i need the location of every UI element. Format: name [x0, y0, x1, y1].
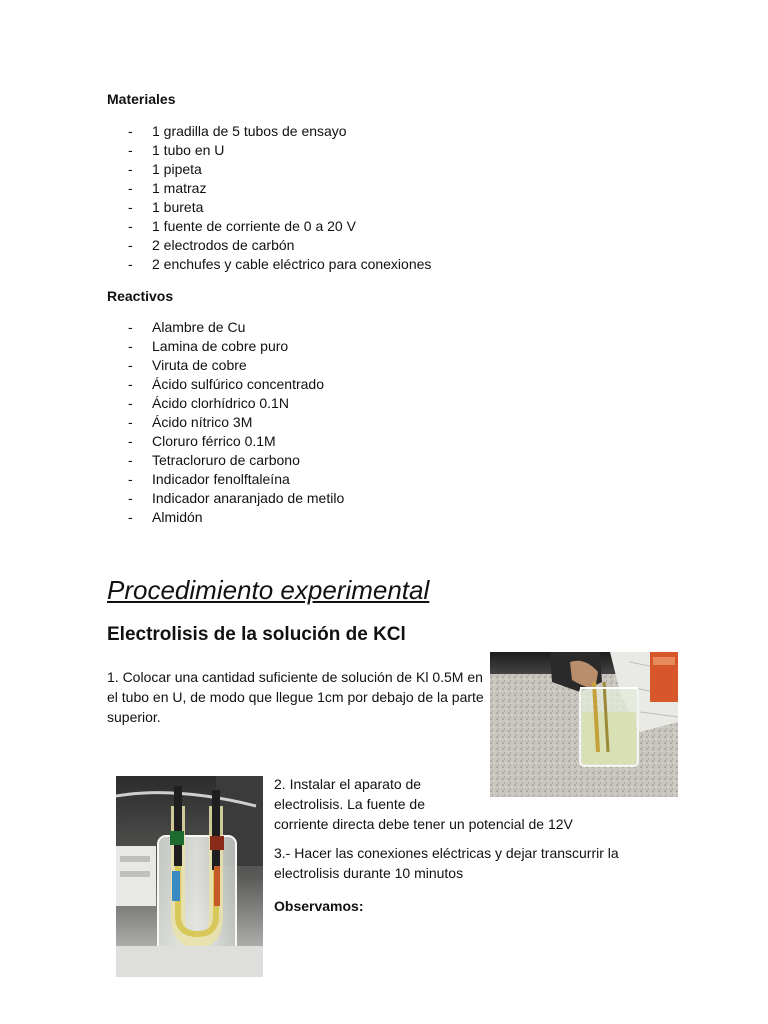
step-1-text [107, 667, 487, 727]
list-item: - 1 gradilla de 5 tubos de ensayo [128, 122, 431, 141]
list-item: - Cloruro férrico 0.1M [128, 432, 344, 451]
materiales-list [128, 122, 431, 274]
list-item: - Alambre de Cu [128, 318, 344, 337]
reactivos-heading: Reactivos [107, 288, 174, 304]
reactivos-list [128, 318, 344, 527]
list-item: - Almidón [128, 508, 344, 527]
list-item: - 2 electrodos de carbón [128, 236, 431, 255]
text-line: electrolisis durante 10 minutos [274, 865, 464, 881]
step-3-text [274, 843, 654, 883]
list-item: - Viruta de cobre [128, 356, 344, 375]
list-item: - Ácido sulfúrico concentrado [128, 375, 344, 394]
u-tube-photo-image [116, 776, 263, 977]
list-item: - 1 tubo en U [128, 141, 431, 160]
beaker-photo-image [490, 652, 678, 797]
list-item: - Lamina de cobre puro [128, 337, 344, 356]
list-item: - Indicador anaranjado de metilo [128, 489, 344, 508]
list-item: - Ácido nítrico 3M [128, 413, 344, 432]
electrolisis-subtitle: Electrolisis de la solución de KCl [107, 624, 406, 645]
list-item: - 1 bureta [128, 198, 431, 217]
observamos-label: Observamos: [274, 898, 364, 914]
list-item: - 1 pipeta [128, 160, 431, 179]
text-line: el tubo en U, de modo que llegue 1cm por debajo de la parte [107, 689, 484, 705]
materiales-heading: Materiales [107, 91, 176, 107]
beaker-photo [490, 652, 678, 797]
list-item: - Indicador fenolftaleína [128, 470, 344, 489]
text-line: 1. Colocar una cantidad suficiente de solución de Kl 0.5M en [107, 669, 483, 685]
text-line: 3.- Hacer las conexiones eléctricas y dejar transcurrir la [274, 845, 619, 861]
list-item: - Tetracloruro de carbono [128, 451, 344, 470]
procedimiento-title: Procedimiento experimental [107, 575, 430, 605]
text-line: 2. Instalar el aparato de [274, 776, 422, 792]
list-item: - Ácido clorhídrico 0.1N [128, 394, 344, 413]
text-line: corriente directa debe tener un potencial de 12V [274, 816, 573, 832]
text-line: superior. [107, 709, 161, 725]
text-line: electrolisis. La fuente de [274, 796, 425, 812]
u-tube-photo [116, 776, 263, 977]
list-item: - 1 matraz [128, 179, 431, 198]
list-item: - 1 fuente de corriente de 0 a 20 V [128, 217, 431, 236]
list-item: - 2 enchufes y cable eléctrico para conexiones [128, 255, 431, 274]
